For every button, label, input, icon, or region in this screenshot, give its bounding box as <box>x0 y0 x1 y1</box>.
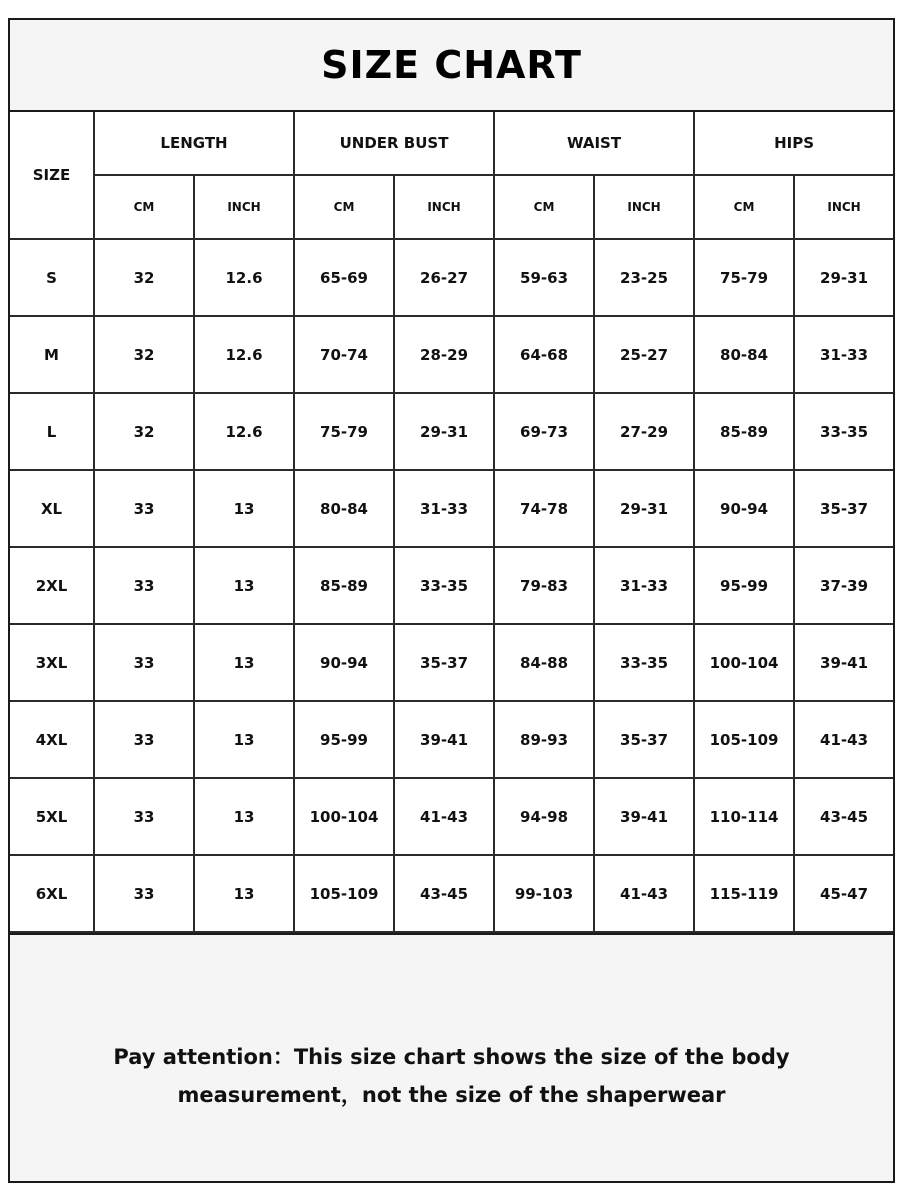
length-cm-cell: 32 <box>94 239 194 316</box>
length-cm-cell: 33 <box>94 470 194 547</box>
length-cm-cell: 33 <box>94 855 194 932</box>
waist-inch-cell: 41-43 <box>594 855 694 932</box>
waist-inch-cell: 39-41 <box>594 778 694 855</box>
table-row <box>10 778 893 855</box>
length-cm-cell: 33 <box>94 547 194 624</box>
length-cm-cell: 33 <box>94 701 194 778</box>
hips-cm-cell: 95-99 <box>694 547 794 624</box>
attention-note-line-2: measurement，not the size of the shaperwear <box>177 1083 726 1107</box>
waist-cm-cell: 79-83 <box>494 547 594 624</box>
under-bust-inch-cell: 31-33 <box>394 470 494 547</box>
hips-cm-header: CM <box>694 175 794 239</box>
attention-note-line-1: Pay attention：This size chart shows the size of the body <box>113 1045 790 1069</box>
length-inch-cell: 13 <box>194 470 294 547</box>
length-inch-cell: 13 <box>194 701 294 778</box>
hips-inch-cell: 37-39 <box>794 547 893 624</box>
attention-note <box>72 1038 832 1114</box>
under-bust-inch-header: INCH <box>394 175 494 239</box>
length-inch-cell: 12.6 <box>194 393 294 470</box>
hips-inch-header: INCH <box>794 175 893 239</box>
hips-inch-cell: 41-43 <box>794 701 893 778</box>
waist-inch-cell: 35-37 <box>594 701 694 778</box>
waist-cm-cell: 74-78 <box>494 470 594 547</box>
length-group-header: LENGTH <box>94 112 294 175</box>
hips-inch-cell: 33-35 <box>794 393 893 470</box>
hips-cm-cell: 105-109 <box>694 701 794 778</box>
table-row <box>10 393 893 470</box>
waist-cm-cell: 59-63 <box>494 239 594 316</box>
hips-inch-cell: 45-47 <box>794 855 893 932</box>
note-area <box>10 933 893 1181</box>
size-table-body <box>10 239 893 932</box>
length-inch-cell: 12.6 <box>194 316 294 393</box>
length-inch-cell: 13 <box>194 855 294 932</box>
waist-inch-cell: 33-35 <box>594 624 694 701</box>
under-bust-inch-cell: 43-45 <box>394 855 494 932</box>
table-row <box>10 547 893 624</box>
size-cell: M <box>10 316 94 393</box>
waist-inch-cell: 31-33 <box>594 547 694 624</box>
waist-cm-header: CM <box>494 175 594 239</box>
under-bust-inch-cell: 29-31 <box>394 393 494 470</box>
under-bust-inch-cell: 41-43 <box>394 778 494 855</box>
size-cell: 6XL <box>10 855 94 932</box>
length-inch-cell: 13 <box>194 624 294 701</box>
hips-inch-cell: 43-45 <box>794 778 893 855</box>
waist-cm-cell: 84-88 <box>494 624 594 701</box>
waist-cm-cell: 99-103 <box>494 855 594 932</box>
size-chart-frame <box>8 18 895 1183</box>
table-row <box>10 855 893 932</box>
hips-cm-cell: 100-104 <box>694 624 794 701</box>
size-cell: 2XL <box>10 547 94 624</box>
waist-inch-cell: 25-27 <box>594 316 694 393</box>
hips-cm-cell: 110-114 <box>694 778 794 855</box>
size-cell: 4XL <box>10 701 94 778</box>
waist-cm-cell: 69-73 <box>494 393 594 470</box>
title-bar <box>10 20 893 112</box>
length-cm-cell: 33 <box>94 624 194 701</box>
table-row <box>10 624 893 701</box>
under-bust-inch-cell: 26-27 <box>394 239 494 316</box>
length-cm-cell: 32 <box>94 393 194 470</box>
waist-group-header: WAIST <box>494 112 694 175</box>
hips-cm-cell: 85-89 <box>694 393 794 470</box>
under-bust-cm-header: CM <box>294 175 394 239</box>
size-column-header: SIZE <box>10 112 94 239</box>
hips-inch-cell: 29-31 <box>794 239 893 316</box>
length-inch-cell: 12.6 <box>194 239 294 316</box>
hips-inch-cell: 39-41 <box>794 624 893 701</box>
page-title: SIZE CHART <box>321 43 582 87</box>
length-inch-cell: 13 <box>194 778 294 855</box>
waist-cm-cell: 89-93 <box>494 701 594 778</box>
under-bust-cm-cell: 90-94 <box>294 624 394 701</box>
length-cm-header: CM <box>94 175 194 239</box>
size-cell: 5XL <box>10 778 94 855</box>
under-bust-cm-cell: 75-79 <box>294 393 394 470</box>
hips-inch-cell: 31-33 <box>794 316 893 393</box>
size-cell: L <box>10 393 94 470</box>
table-row <box>10 470 893 547</box>
waist-inch-cell: 29-31 <box>594 470 694 547</box>
under-bust-inch-cell: 33-35 <box>394 547 494 624</box>
hips-cm-cell: 115-119 <box>694 855 794 932</box>
under-bust-group-header: UNDER BUST <box>294 112 494 175</box>
waist-inch-cell: 23-25 <box>594 239 694 316</box>
size-cell: 3XL <box>10 624 94 701</box>
under-bust-cm-cell: 80-84 <box>294 470 394 547</box>
table-row <box>10 316 893 393</box>
under-bust-cm-cell: 105-109 <box>294 855 394 932</box>
length-inch-header: INCH <box>194 175 294 239</box>
under-bust-inch-cell: 39-41 <box>394 701 494 778</box>
under-bust-cm-cell: 85-89 <box>294 547 394 624</box>
length-inch-cell: 13 <box>194 547 294 624</box>
header-unit-row <box>10 175 893 239</box>
hips-cm-cell: 90-94 <box>694 470 794 547</box>
waist-inch-header: INCH <box>594 175 694 239</box>
under-bust-cm-cell: 65-69 <box>294 239 394 316</box>
hips-cm-cell: 75-79 <box>694 239 794 316</box>
hips-group-header: HIPS <box>694 112 893 175</box>
length-cm-cell: 32 <box>94 316 194 393</box>
length-cm-cell: 33 <box>94 778 194 855</box>
table-row <box>10 239 893 316</box>
hips-cm-cell: 80-84 <box>694 316 794 393</box>
header-group-row <box>10 112 893 175</box>
waist-inch-cell: 27-29 <box>594 393 694 470</box>
under-bust-cm-cell: 70-74 <box>294 316 394 393</box>
under-bust-inch-cell: 35-37 <box>394 624 494 701</box>
under-bust-cm-cell: 95-99 <box>294 701 394 778</box>
size-cell: XL <box>10 470 94 547</box>
size-table <box>10 112 893 933</box>
hips-inch-cell: 35-37 <box>794 470 893 547</box>
under-bust-cm-cell: 100-104 <box>294 778 394 855</box>
size-cell: S <box>10 239 94 316</box>
waist-cm-cell: 64-68 <box>494 316 594 393</box>
table-row <box>10 701 893 778</box>
waist-cm-cell: 94-98 <box>494 778 594 855</box>
under-bust-inch-cell: 28-29 <box>394 316 494 393</box>
